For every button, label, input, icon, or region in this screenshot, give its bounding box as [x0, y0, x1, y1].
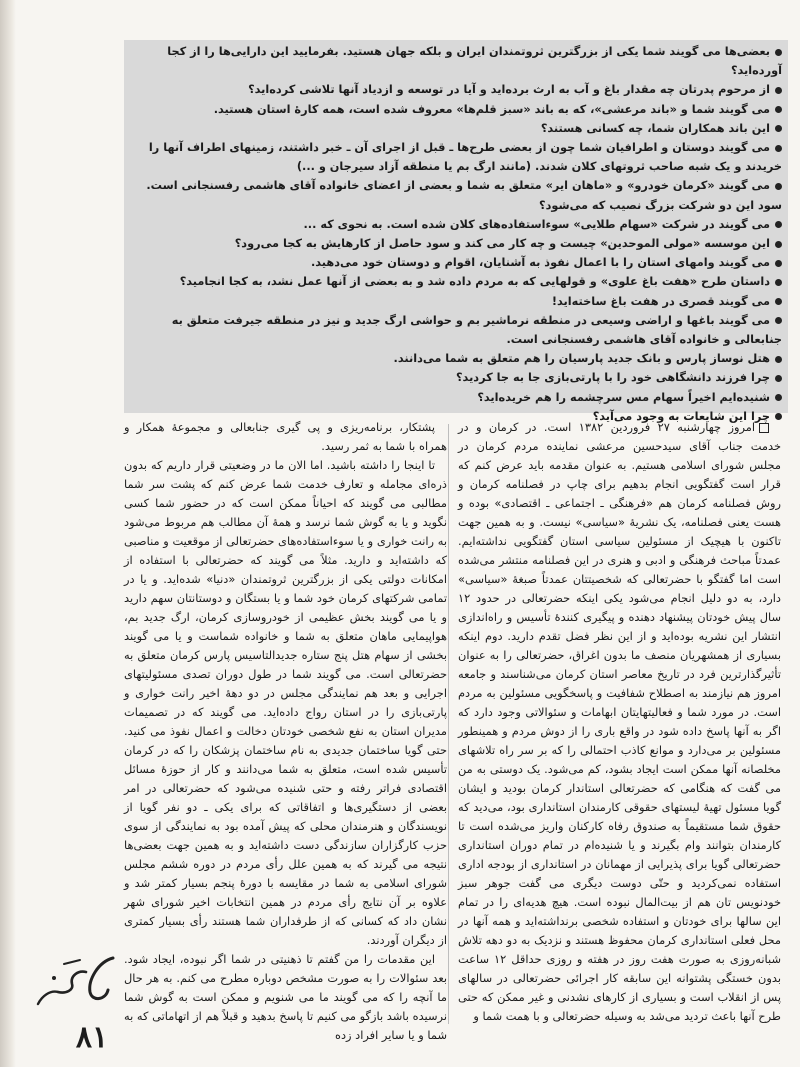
- article-column-left: [124, 418, 447, 1042]
- paragraph-text: تا اینجا را داشته باشید. اما الان ما در وضعیتی قرار داریم که بدون ذره‌ای مجامله و تعارف خدمت شما عرض کنم که پشت سر شما مطالبی می گویند که احیاناً ممکن است که در حضور شما کسی نگوید و یا به گوش شما نرسد و همهٔ آن مطالب هم مربوط می‌شود به رانت خواری و یا سوءاستفاده‌های حضرتعالی از موقعیت و مناصبی که داشته‌اید و دارید. مثلاً می گویند که حضرتعالی با استفاده از امکانات دولتی یکی از بزرگترین ثروتمندان «دنیا» شده‌اید. و یا در تمامی شرکتهای کرمان خود شما و یا بستگان و دوستانتان سهم دارید و یا می گویند بخش عظیمی از خودروسازی کرمان، ارگ جدید بم، هواپیمایی ماهان متعلق به شما و خانواده شماست و یا می گویند بخشی از سهام هتل پنج ستاره جدیدالتاسیس پارس کرمان متعلق به حضرتعالی است. می گویند شما در طول دوران تصدی مسئولیتهای اجرایی و بعد هم نمایندگی مجلس در دو دههٔ اخیر رانت خواری و پارتی‌بازی را در استان رواج داده‌اید. می گویند که در تصمیمات مدیران استان به نفع شخصی خودتان دخالت و اعمال نفوذ می کنید. حتی گویا ساختمان جدیدی به نام ساختمان پزشکان را که در کرمان تأسیس شده است، متعلق به شما می‌دانند و کار از حوزهٔ مسائل اقتصادی فراتر رفته و حتی شنیده می‌شود که حضرتعالی در امر بعضی از دستگیری‌ها و اتفاقاتی که برای یکی ـ دو نفر گویا از نویسندگان و هنرمندان محلی که پیش آمده بود به نمایندگی از سوی حزب کارگزاران سازندگی دست داشته‌اید و به همین جهت بعضی‌ها نتیجه می گیرند که به همین علل رأی مردم در دوره ششم مجلس شورای اسلامی به شما در مقایسه با دورهٔ پنجم بسیار کمتر شد و علاوه بر آن نتایج رأی مردم در همین انتخابات اخیر شورای شهر نشان داد که کسانی که از طرفداران شما هستند رأی بسیار کمتری از دیگران آوردند.: [124, 458, 447, 947]
- bullet-icon: [775, 145, 782, 152]
- question-text: می گویند شما و «باند مرعشی»، که به باند «سبز قلم‌ها» معروف شده است، همه کارهٔ استان هستید.: [213, 102, 770, 116]
- bullet-icon: [775, 221, 782, 228]
- paragraph-text: امروز چهارشنبه ۲۷ فروردین ۱۳۸۲ است. در کرمان و در خدمت جناب آقای سیدحسین مرعشی نماینده مردم کرمان در مجلس شورای اسلامی هستیم. به عنوان مقدمه باید عرض کنم که قرار است گفتگویی انجام بدهیم برای چاپ در فصلنامه کرمان و روش فصلنامه کرمان هم «فرهنگی ـ اجتماعی ـ اقتصادی» بوده و هست یعنی فصلنامه، یک نشریهٔ «سیاسی» نیست. و به همین جهت تاکنون با هیچیک از مسئولین سیاسی استان گفتگویی نداشته‌ایم. عمدتاً مباحث فرهنگی و ادبی و هنری در این فصلنامه منتشر می‌شده است اما گفتگو با حضرتعالی که شخصیتتان عمدتاً صبغهٔ «سیاسی» دارد، به دو دلیل انجام می‌شود یکی اینکه حضرتعالی در حدود ۱۲ سال پیش خودتان پیشنهاد دهنده و پیگیری کنندهٔ تأسیس و راه‌اندازی انتشار این نشریه بوده‌اید و از این نظر فضل تقدم دارید. دوم اینکه بسیاری از همشهریان منصف ما بدون اغراق، حضرتعالی را به عنوان تأثیرگذارترین فرد در تاریخ معاصر استان کرمان می‌شناسند و جامعه امروز هم نیازمند به اصطلاح شفافیت و پاسخگویی مسئولین به مردم است. در مورد شما و فعالیتهایتان ابهامات و سئوالاتی وجود دارد که اگر به آنها پاسخ داده شود در واقع باری را از دوش مردم و همینطور مسئولین بر می‌دارد و موانع کاذب احتمالی را که بر سر راه تلاشهای مخلصانه آنها ممکن است ایجاد بشود، کم می‌شود. یک دوستی به من می گفت که هنگامی که حضرتعالی استاندار کرمان بودید و ایشان گویا مسئول تهیهٔ لیستهای حقوقی کارمندان استانداری بود، می‌دید که حقوق شما مستقیماً به صندوق رفاه کارکنان واریز می‌شده است تا کارمندان بتوانند وام بگیرند و یا شنیده‌ام در تمام دوران استانداری حضرتعالی گویا برای پذیرایی از مهمانان در استانداری از بودجه اداری استفاده نمی‌کردید و حتّی دوست دیگری می گفت جوهر سبز خودنویس تان هم از بیت‌المال نبوده است. هیچ هدیه‌ای را در تمام این سالها برای خودتان و استفاده شخصی برنداشته‌اید و همه آنها در محل فعلی استانداری کرمان محفوظ هستند و نزدیک به دو دهه تلاش شبانه‌روزی به صورت هفت روز در هفته و روزی حداقل ۱۲ ساعت بدون خستگی پشتوانه این سابقه کار اجرائی حضرتعالی در سالهای پس از انقلاب است و بسیاری از کارهای نشدنی و غیر ممکن که حتی طرح آنها باعث تردید می‌شد به وسیله حضرتعالی و با همت شما و: [458, 420, 781, 1023]
- question-item: [132, 215, 782, 234]
- question-item: [132, 234, 782, 253]
- question-text: از مرحوم پدرتان چه مقدار باغ و آب به ارث برده‌اید و آیا در توسعه و ازدیاد آنها تلاشی کرده‌اید؟: [248, 83, 770, 97]
- paragraph-text: این مقدمات را من گفتم تا ذهنیتی در شما اگر نبوده، ایجاد شود. بعد سئوالات را به صورت مشخص دوباره مطرح می کنم. به هر حال ما آنچه را که می گویند ما می شنویم و ممکن است به گوش شما نرسیده باشد بازگو می کنیم تا پاسخ بدهید و قبلاً هم از اتهاماتی که به شما و یا سایر افراد زده: [124, 952, 447, 1042]
- question-text: می گویند قصری در هفت باغ ساخته‌اید!: [551, 294, 770, 308]
- question-item: [132, 292, 782, 311]
- bullet-icon: [775, 49, 782, 56]
- question-item: [132, 272, 782, 291]
- bullet-icon: [775, 241, 782, 248]
- question-text: این موسسه «مولی الموحدین» چیست و چه کار می کند و سود حاصل از کارهایش به کجا می‌رود؟: [234, 237, 770, 251]
- square-icon: [759, 423, 769, 433]
- bullet-icon: [775, 183, 782, 190]
- question-item: [132, 349, 782, 368]
- question-item: [132, 80, 782, 99]
- question-item: [132, 253, 782, 272]
- question-text: شنیده‌ایم اخیراً سهام مس سرچشمه را هم خریده‌اید؟: [477, 390, 770, 404]
- question-text: بعضی‌ها می گویند شما یکی از بزرگترین ثروتمندان ایران و بلکه جهان هستید. بفرمایید این دارایی‌ها را از کجا آورده‌اید؟: [167, 45, 782, 78]
- question-item: [132, 311, 782, 349]
- paragraph: [124, 950, 447, 1045]
- page-number: ۸۱: [75, 1020, 109, 1055]
- bullet-icon: [775, 125, 782, 132]
- question-text: می گویند دوستان و اطرافیان شما چون از بعضی طرح‌ها ـ قبل از اجرای آن ـ خبر داشتند، زمینهای اطراف آنها را خریدند و یک شبه صاحب ثروتهای کلان شدند. (مانند ارگ بم یا منطقه آزاد سیرجان و ...): [148, 141, 782, 174]
- bullet-icon: [775, 106, 782, 113]
- question-text: می گویند در شرکت «سهام طلایی» سوءاستفاده‌های کلان شده است. به نحوی که ...: [303, 217, 770, 231]
- question-item: [132, 388, 782, 407]
- question-text: می گویند وامهای استان را با اعمال نفوذ به آشنایان، اقوام و دوستان خود می‌دهید.: [310, 256, 770, 270]
- bullet-icon: [775, 87, 782, 94]
- article-column-right: [458, 418, 781, 1032]
- question-text: هتل نوساز پارس و بانک جدید پارسیان را هم متعلق به شما می‌دانند.: [393, 352, 770, 366]
- question-item: [132, 368, 782, 387]
- kerman-logo: [28, 950, 123, 1010]
- paragraph: [124, 456, 447, 950]
- question-item: [132, 119, 782, 138]
- bullet-icon: [775, 298, 782, 305]
- question-item: [132, 100, 782, 119]
- bullet-icon: [775, 356, 782, 363]
- bullet-icon: [775, 260, 782, 267]
- bullet-icon: [775, 279, 782, 286]
- question-item: [132, 176, 782, 214]
- bullet-icon: [775, 394, 782, 401]
- question-text: چرا فرزند دانشگاهی خود را با پارتی‌بازی جا به جا کردید؟: [455, 371, 770, 385]
- question-text: داستان طرح «هفت باغ علوی» و قولهایی که به مردم داده شد و به بعضی از آنها عمل نشد، به کجا انجامید؟: [179, 275, 770, 289]
- questions-box: [124, 40, 788, 423]
- paragraph-text: پشتکار، برنامه‌ریزی و پی گیری جنابعالی و مجموعهٔ همکار و همراه با شما به ثمر رسید.: [124, 420, 447, 453]
- paragraph: [458, 418, 781, 1026]
- column-divider: [448, 424, 449, 1024]
- question-text: چرا این شایعات به وجود می‌آید؟: [592, 409, 770, 423]
- bullet-icon: [775, 317, 782, 324]
- question-text: می گویند باغها و اراضی وسیعی در منطقه نرماشیر بم و حواشی ارگ جدید و نیز در منطقه جیرفت متعلق به جنابعالی و خانواده آقای هاشمی رفسنجانی است.: [171, 313, 782, 347]
- paragraph: [124, 418, 447, 456]
- binding-shadow: [0, 0, 16, 1067]
- question-text: می گویند «کرمان خودرو» و «ماهان ایر» متعلق به شما و بعضی از اعضای خانواده آقای هاشمی رفسنجانی است. سود این دو شرکت بزرگ نصیب که می‌شود؟: [146, 179, 782, 212]
- question-item: [132, 138, 782, 176]
- question-item: [132, 42, 782, 80]
- bullet-icon: [775, 375, 782, 382]
- question-text: این باند همکاران شما، چه کسانی هستند؟: [540, 121, 770, 135]
